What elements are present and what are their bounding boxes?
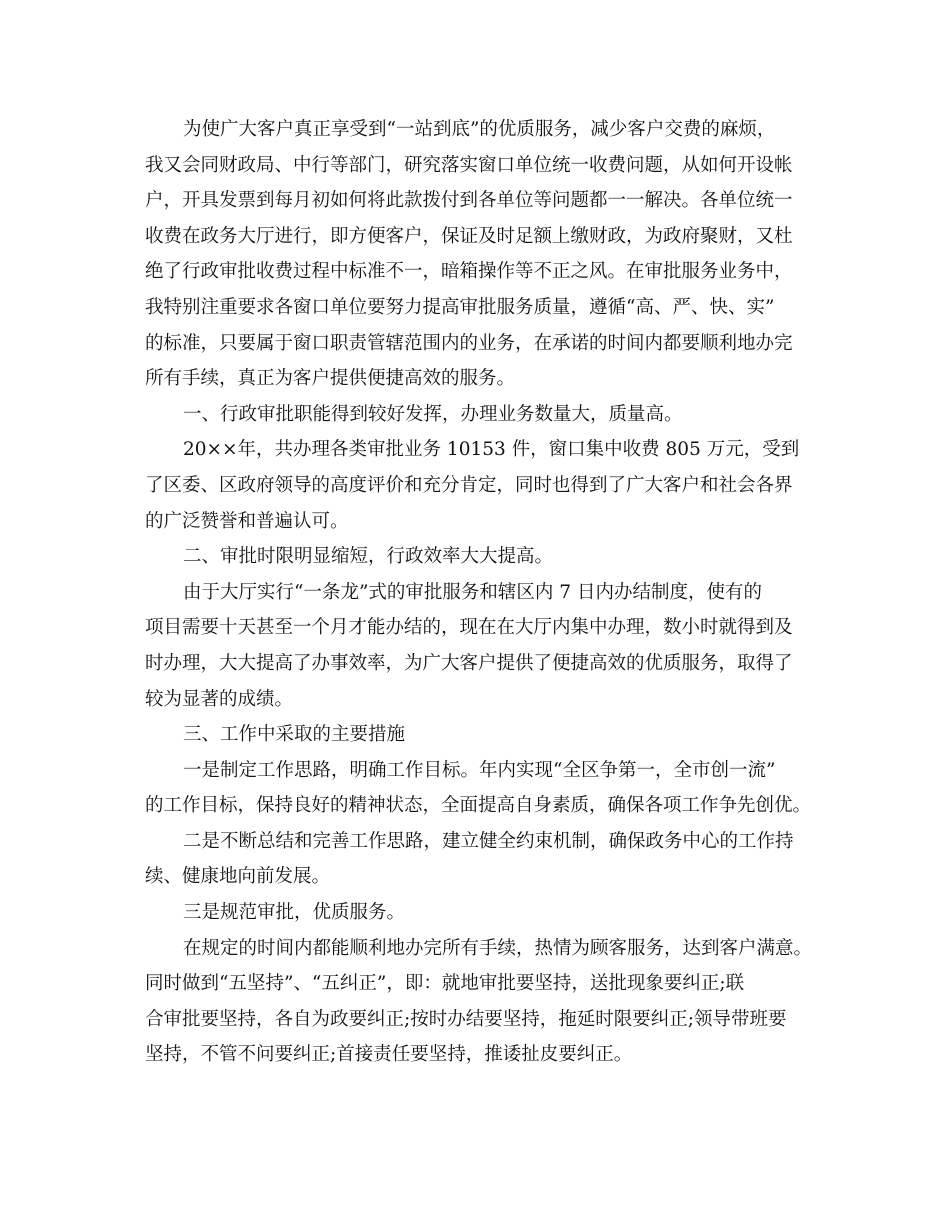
paragraph-6 xyxy=(145,895,815,931)
text-line: 的广泛赞誉和普遍认可。 xyxy=(145,510,349,532)
document-body xyxy=(145,112,815,1073)
text-line: 绝了行政审批收费过程中标准不一，暗箱操作等不正之风。在审批服务业务中， xyxy=(145,261,793,283)
text-line: 二、审批时限明显缩短，行政效率大大提高。 xyxy=(183,546,554,568)
text-line: 由于大厅实行“一条龙”式的审批服务和辖区内 7 日内办结制度，使有的 xyxy=(183,581,762,603)
paragraph-3 xyxy=(145,575,815,717)
text-line: 一、行政审批职能得到较好发挥，办理业务数量大，质量高。 xyxy=(183,403,683,425)
text-line: 三、工作中采取的主要措施 xyxy=(183,724,406,746)
text-line: 二是不断总结和完善工作思路，建立健全约束机制，确保政务中心的工作持 xyxy=(183,830,794,852)
paragraph-4 xyxy=(145,753,815,824)
text-line: 三是规范审批，优质服务。 xyxy=(183,902,406,924)
text-line: 在规定的时间内都能顺利地办完所有手续，热情为顾客服务，达到客户满意。 xyxy=(183,937,813,959)
text-line: 为使广大客户真正享受到“一站到底”的优质服务，减少客户交费的麻烦， xyxy=(183,119,776,140)
text-line: 了区委、区政府领导的高度评价和充分肯定，同时也得到了广大客户和社会各界 xyxy=(145,474,793,496)
text-line: 收费在政务大厅进行，即方便客户，保证及时足额上缴财政，为政府聚财，又杜 xyxy=(145,225,793,247)
paragraph-1 xyxy=(145,112,815,397)
text-line: 的标准，只要属于窗口职责管辖范围内的业务，在承诺的时间内都要顺利地办完 xyxy=(145,332,793,354)
text-line: 所有手续，真正为客户提供便捷高效的服务。 xyxy=(145,368,516,390)
text-line: 的工作目标，保持良好的精神状态，全面提高自身素质，确保各项工作争先创优。 xyxy=(145,795,812,817)
text-line: 一是制定工作思路，明确工作目标。年内实现“全区争第一，全市创一流” xyxy=(183,759,776,781)
text-line: 时办理，大大提高了办事效率，为广大客户提供了便捷高效的优质服务，取得了 xyxy=(145,652,793,674)
text-line: 我特别注重要求各窗口单位要努力提高审批服务质量，遵循“高、严、快、实” xyxy=(145,296,775,318)
text-line: 较为显著的成绩。 xyxy=(145,688,294,710)
paragraph-7 xyxy=(145,931,815,1073)
text-line: 续、健康地向前发展。 xyxy=(145,866,331,888)
section-heading-1 xyxy=(145,397,815,433)
text-line: 20××年，共办理各类审批业务 10153 件，窗口集中收费 805 万元，受到 xyxy=(183,439,800,461)
paragraph-5 xyxy=(145,824,815,895)
text-line: 同时做到“五坚持”、“五纠正”，即：就地审批要坚持，送批现象要纠正;联 xyxy=(145,973,745,995)
paragraph-2 xyxy=(145,432,815,539)
text-line: 户，开具发票到每月初如何将此款拨付到各单位等问题都一一解决。各单位统一 xyxy=(145,190,793,212)
section-heading-2 xyxy=(145,539,815,575)
text-line: 合审批要坚持，各自为政要纠正;按时办结要坚持，拖延时限要纠正;领导带班要 xyxy=(145,1008,787,1030)
text-line: 项目需要十天甚至一个月才能办结的，现在在大厅内集中办理，数小时就得到及 xyxy=(145,617,793,639)
text-line: 坚持，不管不问要纠正;首接责任要坚持，推诿扯皮要纠正。 xyxy=(145,1044,633,1066)
section-heading-3 xyxy=(145,717,815,753)
text-line: 我又会同财政局、中行等部门，研究落实窗口单位统一收费问题，从如何开设帐 xyxy=(145,154,793,176)
